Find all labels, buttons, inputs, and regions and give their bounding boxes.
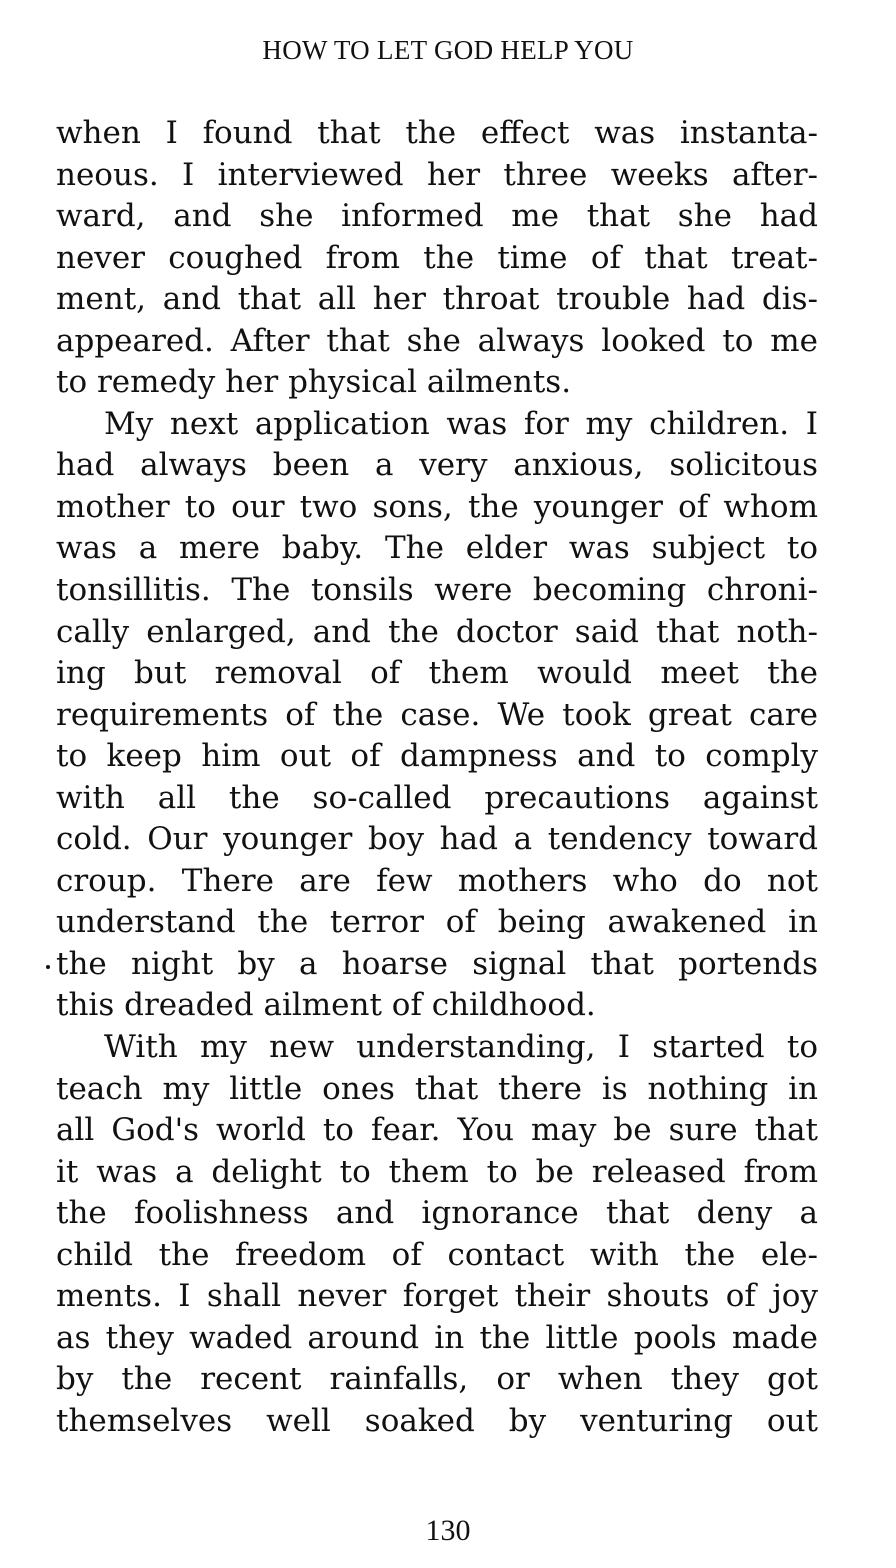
text-line: when I found that the effect was instanta- [56, 115, 818, 151]
text-line: child the freedom of contact with the ele- [56, 1236, 818, 1273]
text-line: to keep him out of dampness and to comply [56, 738, 818, 775]
text-line: as they waded around in the little pools made [56, 1319, 818, 1356]
text-line: ments. I shall never forget their shouts of joy [56, 1278, 818, 1315]
paragraph-start-line: With my new understanding, I started to [104, 1029, 818, 1066]
running-header: HOW TO LET GOD HELP YOU [262, 35, 634, 65]
text-line: it was a delight to them to be released from [56, 1153, 818, 1190]
text-line: this dreaded ailment of childhood. [56, 987, 596, 1024]
text-line: to remedy her physical ailments. [56, 364, 572, 401]
text-line: themselves well soaked by venturing out [56, 1402, 818, 1439]
text-line: all God's world to fear. You may be sure that [56, 1112, 818, 1149]
text-line: requirements of the case. We took great care [56, 696, 818, 733]
text-line: with all the so-called precautions against [56, 779, 818, 816]
text-line: appeared. After that she always looked to me [56, 322, 818, 359]
text-line: neous. I interviewed her three weeks after- [56, 156, 818, 193]
text-line: ing but removal of them would meet the [56, 655, 818, 692]
text-line: the night by a hoarse signal that portends [56, 945, 818, 982]
text-line: ment, and that all her throat trouble had dis- [56, 281, 818, 318]
text-line: ward, and she informed me that she had [56, 198, 818, 235]
text-line: mother to our two sons, the younger of whom [56, 488, 818, 525]
print-speck [46, 965, 50, 969]
text-line: the foolishness and ignorance that deny a [56, 1195, 818, 1232]
text-line: cally enlarged, and the doctor said that noth- [56, 613, 818, 650]
text-line: croup. There are few mothers who do not [56, 862, 818, 899]
text-line: never coughed from the time of that treat- [56, 239, 818, 276]
page-number: 130 [425, 1514, 471, 1547]
body-text [56, 113, 818, 1443]
text-line: had always been a very anxious, solicitous [56, 447, 818, 484]
text-line: teach my little ones that there is nothing in [56, 1070, 818, 1107]
paragraph-start-line: My next application was for my children. I [104, 405, 818, 442]
text-line: by the recent rainfalls, or when they got [56, 1361, 818, 1398]
text-line: cold. Our younger boy had a tendency toward [56, 821, 818, 858]
text-line: understand the terror of being awakened in [56, 904, 818, 941]
text-line: tonsillitis. The tonsils were becoming chroni- [56, 572, 818, 609]
text-line: was a mere baby. The elder was subject to [56, 530, 818, 567]
